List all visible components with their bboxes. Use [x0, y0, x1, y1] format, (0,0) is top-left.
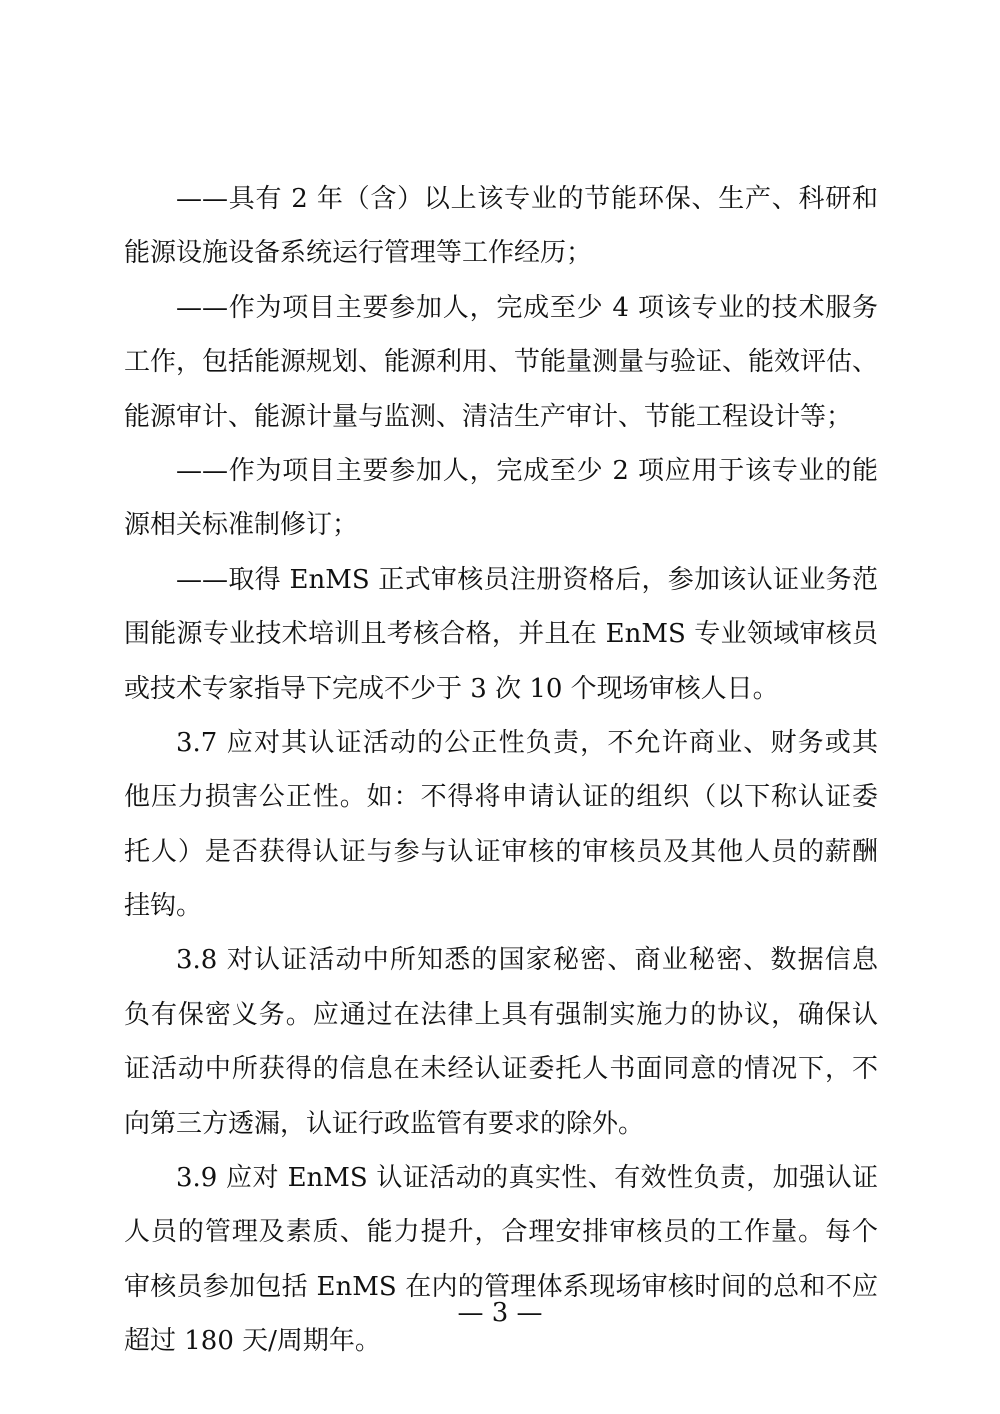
text-line: 围能源专业技术培训且考核合格，并且在 EnMS 专业领域审核员 — [124, 619, 878, 650]
text-line: ——取得 EnMS 正式审核员注册资格后，参加该认证业务范 — [176, 564, 878, 595]
text-line: 能源审计、能源计量与监测、清洁生产审计、节能工程设计等； — [124, 401, 853, 432]
text-line: ——具有 2 年（含）以上该专业的节能环保、生产、科研和 — [176, 184, 878, 214]
text-line: 3.8 对认证活动中所知悉的国家秘密、商业秘密、数据信息 — [176, 945, 878, 976]
text-line: 或技术专家指导下完成不少于 3 次 10 个现场审核人日。 — [124, 673, 779, 704]
text-line: 超过 180 天/周期年。 — [124, 1326, 381, 1357]
text-line: 审核员参加包括 EnMS 在内的管理体系现场审核时间的总和不应 — [124, 1271, 878, 1302]
text-line: 工作，包括能源规划、能源利用、节能量测量与验证、能效评估、 — [124, 347, 878, 378]
text-line: ——作为项目主要参加人，完成至少 2 项应用于该专业的能 — [176, 455, 878, 486]
text-line: 3.9 应对 EnMS 认证活动的真实性、有效性负责，加强认证 — [176, 1163, 878, 1194]
text-line: ——作为项目主要参加人，完成至少 4 项该专业的技术服务 — [176, 292, 878, 323]
text-line: 他压力损害公正性。如：不得将申请认证的组织（以下称认证委 — [124, 782, 878, 813]
text-line: 能源设施设备系统运行管理等工作经历； — [124, 238, 593, 269]
text-line: 托人）是否获得认证与参与认证审核的审核员及其他人员的薪酬 — [124, 836, 878, 867]
document-body — [124, 172, 878, 1369]
text-line: 证活动中所获得的信息在未经认证委托人书面同意的情况下，不 — [124, 1054, 878, 1085]
page-number: — 3 — — [457, 1298, 543, 1328]
text-line: 源相关标准制修订； — [124, 510, 359, 541]
text-line: 人员的管理及素质、能力提升，合理安排审核员的工作量。每个 — [124, 1217, 878, 1248]
text-line: 3.7 应对其认证活动的公正性负责，不允许商业、财务或其 — [176, 727, 878, 758]
text-line: 负有保密义务。应通过在法律上具有强制实施力的协议，确保认 — [124, 999, 878, 1030]
text-line: 向第三方透漏，认证行政监管有要求的除外。 — [124, 1108, 645, 1139]
text-line: 挂钩。 — [124, 891, 203, 922]
